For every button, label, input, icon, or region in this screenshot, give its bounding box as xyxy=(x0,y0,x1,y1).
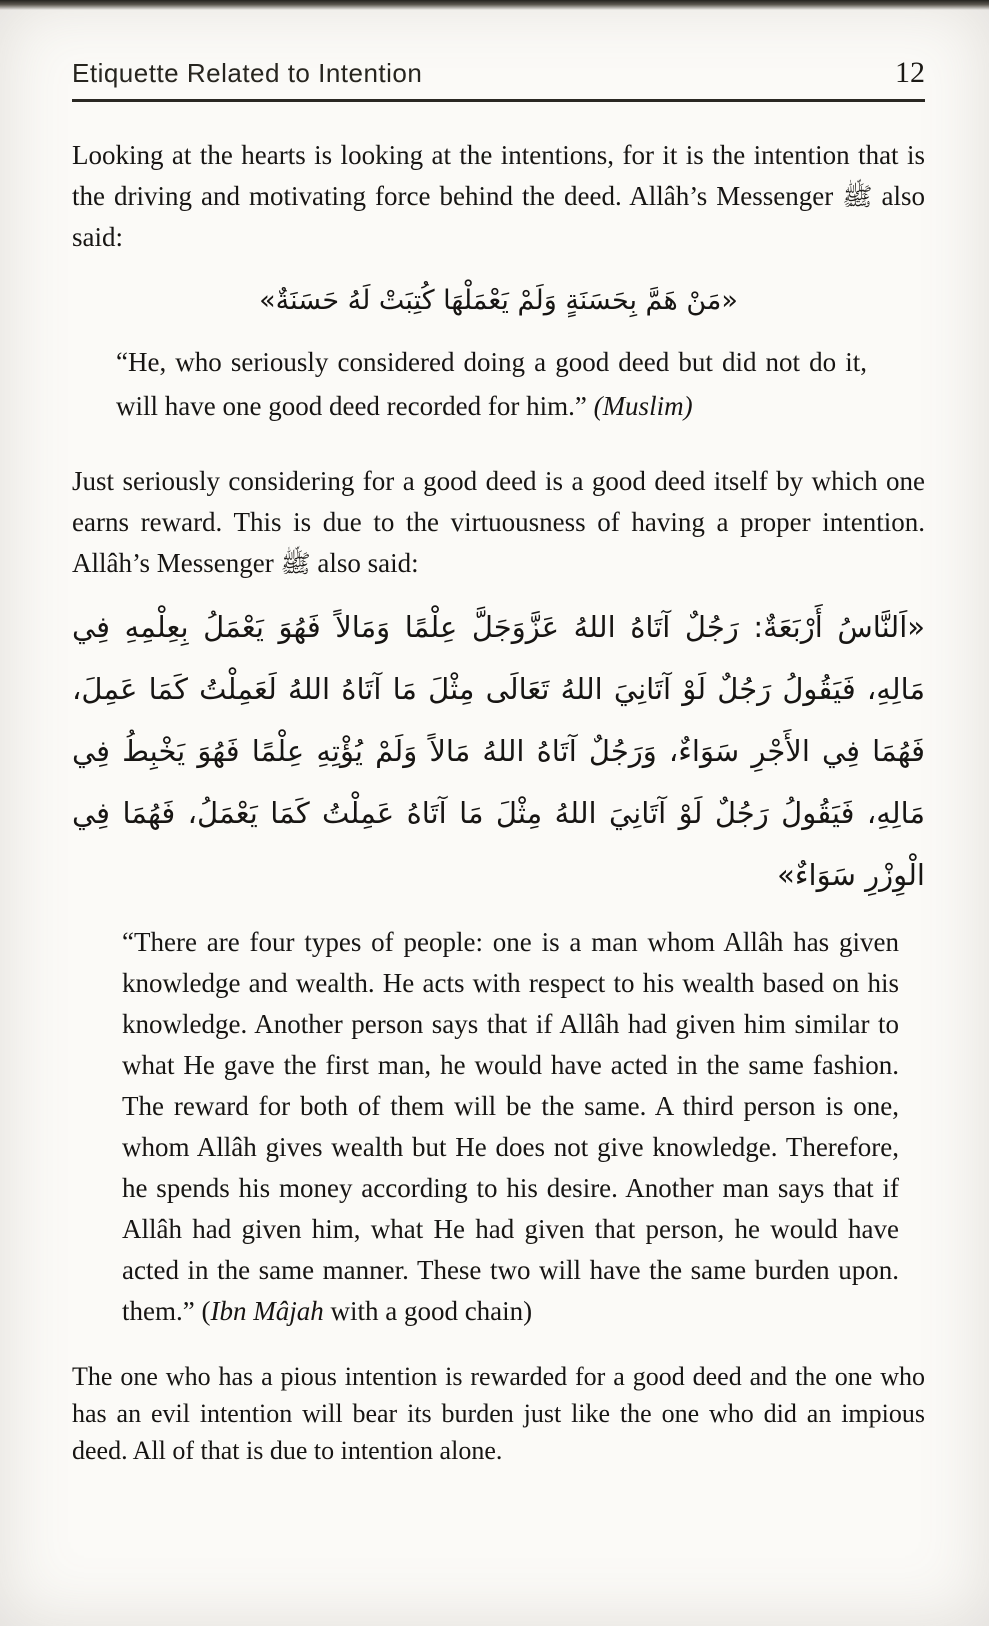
page-number: 12 xyxy=(895,56,925,89)
hadith-translation-1 xyxy=(116,340,867,428)
paragraph-conclusion: The one who has a pious intention is rewarded for a good deed and the one who has an evil intention will bear its burden just like the one who did an impious deed. All of that is due to intention alone. xyxy=(72,1362,925,1465)
quote-text: “There are four types of people: one is a man whom Allâh has given knowledge and wealth. He acts with respect to his wealth based on his knowledge. Another person says that if Allâh had given him similar to what He gave the first man, he would have acted in the same fashion. The reward for both of them will be the same. A third person is one, whom Allâh gives wealth but He does not give knowledge. Therefore, he spends his money according to his desire. Another man says that if Allâh had given him, what He had given that person, he would have acted in the same manner. These two will have the same burden upon. them.” ( xyxy=(122,927,899,1326)
paragraph-intro xyxy=(72,135,925,258)
hadith-arabic-2 xyxy=(72,596,925,906)
quote-text: “He, who seriously considered doing a good deed but did not do it, will have one good deed recorded for him.” xyxy=(116,347,867,421)
quote-source: (Muslim) xyxy=(593,391,693,421)
header-rule xyxy=(72,99,925,102)
arabic-line: فَهُمَا فِي الأَجْرِ سَوَاءٌ، وَرَجُلٌ آتَاهُ اللهُ مَالاً وَلَمْ يُؤْتِهِ عِلْمًا فَهُوَ يَخْبِطُ فِي xyxy=(72,734,925,768)
hadith-translation-2 xyxy=(122,922,899,1332)
paragraph-text: Looking at the hearts is looking at the intentions, for it is the intention that is the driving and motivating force behind the deed. Allâh’s Messenger xyxy=(72,140,925,211)
arabic-line: مَالِهِ، فَيَقُولُ رَجُلٌ لَوْ آتَانِيَ اللهُ تَعَالَى مِثْلَ مَا آتَاهُ اللهُ لَعَمِلْتُ كَمَا عَمِلَ، xyxy=(72,672,925,706)
pbuh-symbol: ﷺ xyxy=(280,549,311,578)
chapter-title: Etiquette Related to Intention xyxy=(72,58,423,88)
pbuh-symbol: ﷺ xyxy=(842,182,873,211)
arabic-line: الْوِزْرِ سَوَاءٌ» xyxy=(777,858,925,892)
paragraph-text: also said: xyxy=(72,181,925,252)
paragraph-text: Just seriously considering for a good deed is a good deed itself by which one earns reward. This is due to the virtuousness of having a proper intention. Allâh’s Messenger xyxy=(72,466,925,578)
quote-source: Ibn Mâjah xyxy=(210,1296,324,1326)
hadith-arabic-1: «مَنْ هَمَّ بِحَسَنَةٍ وَلَمْ يَعْمَلْهَا كُتِبَتْ لَهُ حَسَنَةٌ» xyxy=(259,285,738,316)
page-header xyxy=(72,56,925,90)
paragraph-commentary xyxy=(72,461,925,584)
quote-source-suffix: with a good chain) xyxy=(323,1296,533,1326)
paragraph-text: also said: xyxy=(310,548,419,578)
arabic-line: «اَلنَّاسُ أَرْبَعَةٌ: رَجُلٌ آتَاهُ اللهُ عَزَّوَجَلَّ عِلْمًا وَمَالاً فَهُوَ يَعْمَلُ بِعِلْمِهِ فِي xyxy=(72,610,925,644)
arabic-line: مَالِهِ، فَيَقُولُ رَجُلٌ لَوْ آتَانِيَ اللهُ مِثْلَ مَا آتَاهُ عَمِلْتُ كَمَا يَعْمَلُ، فَهُمَا فِي xyxy=(72,796,925,830)
scan-edge-artifact xyxy=(0,0,989,10)
